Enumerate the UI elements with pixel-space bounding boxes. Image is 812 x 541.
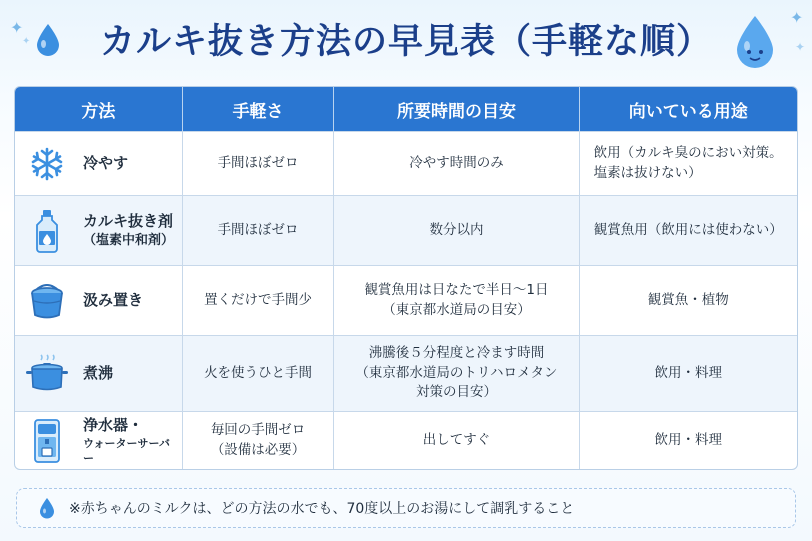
method-cell — [15, 195, 183, 265]
bottle-icon — [25, 209, 69, 253]
use-text: 塩素は抜けない） — [593, 164, 702, 181]
use-cell: 観賞魚・植物 — [580, 265, 797, 335]
time-cell: 数分以内 — [334, 195, 579, 265]
table-row — [15, 335, 797, 411]
use-cell: 飲用・料理 — [580, 335, 797, 411]
footnote — [16, 488, 796, 528]
table-row — [15, 411, 797, 469]
method-cell — [15, 131, 183, 195]
time-cell: 出してすぐ — [334, 411, 579, 469]
table-row — [15, 195, 797, 265]
method-name-sub: （塩素中和剤） — [83, 232, 175, 248]
method-name-main: 浄水器・ — [83, 415, 144, 434]
method-cell — [15, 411, 183, 469]
method-name-sub: ウォーターサーバー — [83, 436, 171, 465]
ease-text: 毎回の手間ゼロ — [210, 421, 306, 438]
ease-cell: 置くだけで手間少 — [183, 265, 335, 335]
use-cell — [580, 131, 797, 195]
water-drop-icon — [39, 497, 55, 519]
method-name: 冷やす — [83, 154, 129, 172]
header-use: 向いている用途 — [580, 87, 797, 131]
water-purifier-icon — [25, 419, 69, 463]
use-text: 飲用（カルキ臭のにおい対策。 — [593, 144, 783, 161]
header-time: 所要時間の目安 — [334, 87, 579, 131]
method-name-main: カルキ抜き剤 — [83, 211, 174, 230]
table-header-row — [15, 87, 797, 131]
sparkle-icon: ✦ — [790, 8, 804, 27]
comparison-table — [14, 86, 798, 470]
ease-cell — [183, 411, 335, 469]
header-ease: 手軽さ — [183, 87, 335, 131]
sparkle-icon: ✦ — [10, 18, 24, 37]
table-row — [15, 265, 797, 335]
ease-cell: 火を使うひと手間 — [183, 335, 335, 411]
sparkle-icon: ✦ — [22, 36, 31, 47]
page-title: カルキ抜き方法の早見表（手軽な順） — [99, 22, 712, 62]
use-cell: 飲用・料理 — [580, 411, 797, 469]
bucket-icon — [25, 279, 69, 323]
use-cell: 観賞魚用（飲用には使わない） — [580, 195, 797, 265]
method-name — [83, 211, 174, 250]
time-text: 沸騰後５分程度と冷ます時間 — [368, 345, 545, 362]
method-name: 汲み置き — [83, 291, 144, 309]
method-cell — [15, 265, 183, 335]
water-drop-mascot-icon — [733, 14, 777, 70]
time-cell: 冷やす時間のみ — [334, 131, 579, 195]
ease-text: （設備は必要） — [210, 441, 306, 458]
method-name: 煮沸 — [83, 364, 114, 382]
title-area — [0, 0, 812, 80]
sparkle-icon: ✦ — [795, 40, 806, 54]
method-name — [83, 415, 176, 467]
time-text: 観賞魚用は日なたで半日〜1日 — [364, 281, 549, 298]
pot-icon — [25, 352, 69, 396]
time-text: （東京都水道局のトリハロメタン — [355, 364, 558, 381]
method-cell — [15, 335, 183, 411]
ease-cell: 手間ほぼゼロ — [183, 131, 335, 195]
snowflake-icon — [25, 142, 69, 186]
time-cell — [334, 335, 579, 411]
ease-cell: 手間ほぼゼロ — [183, 195, 335, 265]
time-text: （東京都水道局の目安） — [382, 301, 531, 318]
time-cell — [334, 265, 579, 335]
table-row — [15, 131, 797, 195]
time-text: 対策の目安） — [415, 384, 497, 401]
footnote-text: ※赤ちゃんのミルクは、どの方法の水でも、70度以上のお湯にして調乳すること — [69, 501, 575, 517]
header-method: 方法 — [15, 87, 183, 131]
